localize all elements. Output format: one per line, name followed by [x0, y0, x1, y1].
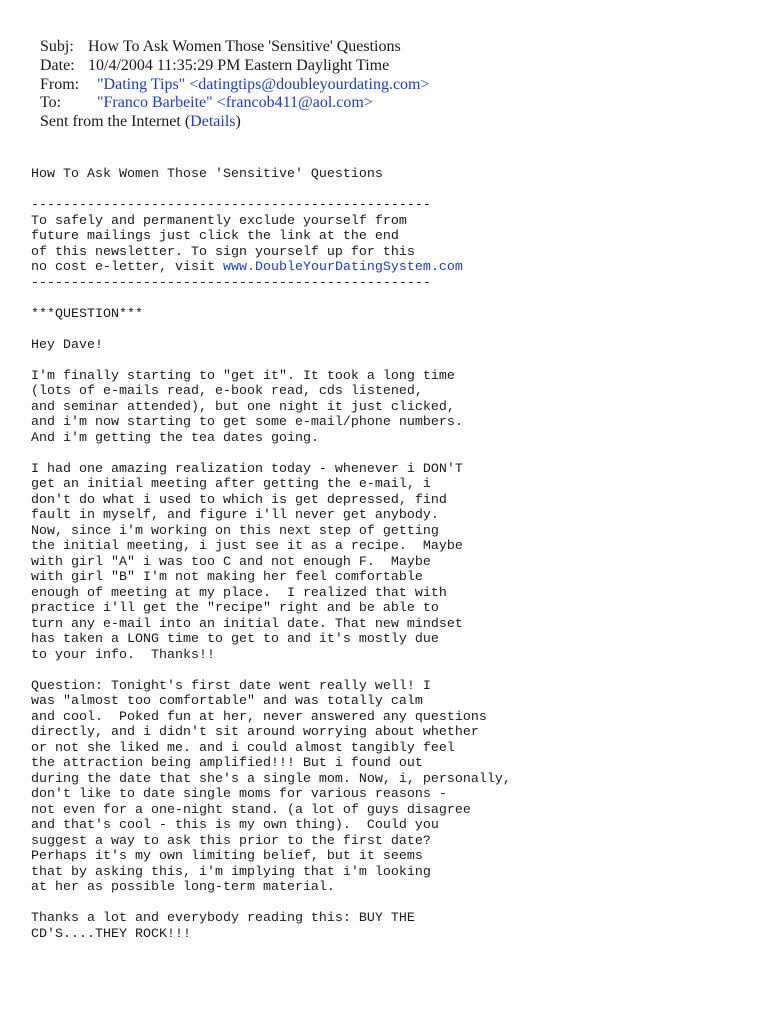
- body-line: or not she liked me. and i could almost tangibly feel: [31, 740, 455, 756]
- sent-from-suffix: ): [235, 113, 241, 130]
- divider-line: --------------------------------------------------: [31, 198, 431, 213]
- body-line: and seminar attended), but one night it just clicked,: [31, 399, 455, 415]
- notice-visit-line: [31, 260, 731, 276]
- section-heading-block: [31, 307, 731, 323]
- body-line: directly, and i didn't sit around worrying about whether: [31, 725, 479, 740]
- body-line: with girl "A" i was too C and not enough F. Maybe: [31, 554, 431, 570]
- body-line: CD'S....THEY ROCK!!!: [31, 926, 191, 942]
- body-line: Now, since i'm working on this next step of getting: [31, 523, 439, 539]
- newsletter-title-block: [31, 167, 731, 183]
- paragraph-1: [31, 369, 731, 447]
- body-line: Question: Tonight's first date went really well! I: [31, 678, 431, 694]
- to-row: [0, 94, 720, 113]
- body-line: not even for a one-night stand. (a lot of guys disagree: [31, 802, 471, 818]
- body-line: during the date that she's a single mom. Now, i, personally,: [31, 771, 511, 787]
- body-line: and i'm now starting to get some e-mail/phone numbers.: [31, 415, 463, 430]
- notice-line: To safely and permanently exclude yourself from: [31, 213, 407, 229]
- body-line: the initial meeting, i just see it as a recipe. Maybe: [31, 539, 463, 554]
- paragraph-3: [31, 679, 731, 896]
- body-line: was "almost too comfortable" and was totally calm: [31, 694, 423, 709]
- sent-from-text: [40, 113, 241, 132]
- date-label: Date:: [40, 56, 75, 74]
- body-line: don't like to date single moms for various reasons -: [31, 787, 447, 802]
- notice-line: future mailings just click the link at the end: [31, 229, 399, 244]
- body-line: and cool. Poked fun at her, never answered any questions: [31, 709, 487, 725]
- sent-from-row: [0, 113, 720, 132]
- details-link[interactable]: Details: [190, 113, 236, 130]
- body-line: and that's cool - this is my own thing). Could you: [31, 818, 439, 833]
- closing-paragraph: [31, 911, 731, 942]
- paragraph-2: [31, 462, 731, 664]
- body-line: And i'm getting the tea dates going.: [31, 430, 319, 446]
- body-line: fault in myself, and figure i'll never get anybody.: [31, 508, 439, 523]
- greeting: Hey Dave!: [31, 337, 103, 353]
- notice-visit-prefix: no cost e-letter, visit: [31, 260, 223, 275]
- body-line: suggest a way to ask this prior to the first date?: [31, 833, 431, 849]
- email-header: [0, 38, 720, 132]
- message-body: [31, 167, 731, 958]
- date-row: [0, 57, 720, 76]
- body-line: the attraction being amplified!!! But i found out: [31, 756, 423, 771]
- unsubscribe-notice: [31, 198, 731, 291]
- body-line: that by asking this, i'm implying that i'm looking: [31, 864, 431, 880]
- body-line: Perhaps it's my own limiting belief, but it seems: [31, 849, 423, 864]
- greeting-block: [31, 338, 731, 354]
- section-heading: ***QUESTION***: [31, 306, 143, 322]
- subject-label: Subj:: [40, 38, 74, 55]
- from-row: [0, 76, 720, 95]
- body-line: practice i'll get the "recipe" right and be able to: [31, 601, 439, 616]
- body-line: I'm finally starting to "get it". It took a long time: [31, 368, 455, 384]
- subject-row: [0, 38, 720, 57]
- divider-line: --------------------------------------------------: [31, 275, 431, 291]
- from-address-link[interactable]: "Dating Tips" <datingtips@doubleyourdating.com>: [97, 75, 430, 93]
- body-line: get an initial meeting after getting the e-mail, i: [31, 477, 431, 492]
- to-address-link[interactable]: "Franco Barbeite" <francob411@aol.com>: [97, 94, 373, 112]
- body-line: don't do what i used to which is get depressed, find: [31, 492, 447, 508]
- body-line: (lots of e-mails read, e-book read, cds listened,: [31, 384, 423, 399]
- sent-from-prefix: Sent from the Internet (: [40, 113, 191, 130]
- signup-website-link[interactable]: www.DoubleYourDatingSystem.com: [222, 260, 463, 275]
- subject-value: How To Ask Women Those 'Sensitive' Questions: [88, 38, 401, 55]
- to-label: To:: [40, 94, 62, 112]
- body-line: has taken a LONG time to get to and it's mostly due: [31, 632, 439, 647]
- body-line: enough of meeting at my place. I realized that with: [31, 585, 447, 601]
- body-line: with girl "B" I'm not making her feel comfortable: [31, 570, 423, 585]
- body-line: Thanks a lot and everybody reading this: BUY THE: [31, 911, 415, 926]
- notice-line: of this newsletter. To sign yourself up for this: [31, 244, 415, 260]
- from-label: From:: [40, 75, 80, 93]
- body-line: I had one amazing realization today - whenever i DON'T: [31, 461, 463, 477]
- newsletter-title: How To Ask Women Those 'Sensitive' Questions: [31, 167, 383, 182]
- date-value: 10/4/2004 11:35:29 PM Eastern Daylight Time: [88, 56, 390, 74]
- body-line: at her as possible long-term material.: [31, 880, 335, 895]
- body-line: turn any e-mail into an initial date. That new mindset: [31, 616, 463, 632]
- body-line: to your info. Thanks!!: [31, 647, 215, 663]
